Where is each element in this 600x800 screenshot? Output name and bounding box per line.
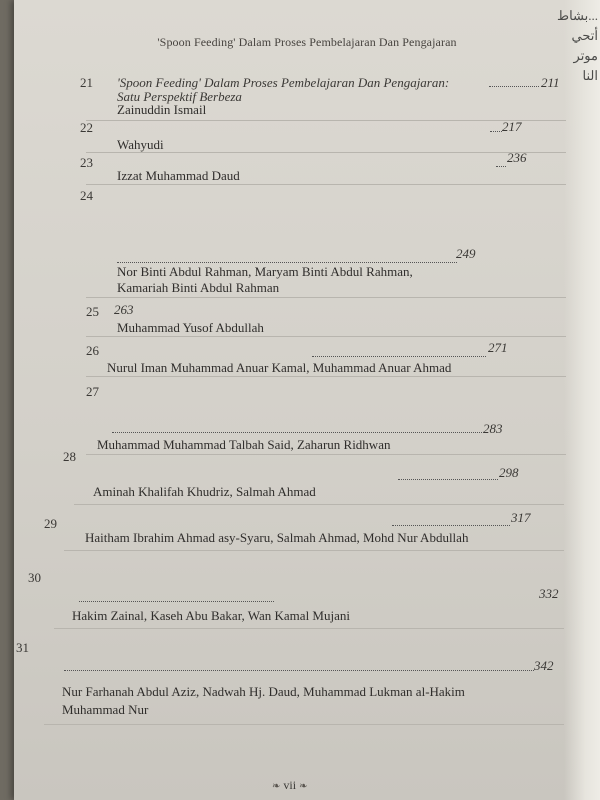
entry-authors: Haitham Ibrahim Ahmad asy-Syaru, Salmah Ahmad, Mohd Nur Abdullah (85, 530, 469, 545)
entry-authors: Zainuddin Ismail (117, 102, 207, 117)
entry-number: 23 (80, 155, 93, 170)
entry-title-line: Satu Perspektif Berbeza (117, 89, 242, 104)
dot-leader (79, 601, 274, 602)
entry-page-number: 332 (539, 586, 559, 601)
edge-text: ...بشاط (557, 8, 598, 23)
edge-text: موتر (573, 48, 598, 63)
entry-separator (54, 628, 564, 629)
ornament-icon: ❧ (299, 781, 308, 792)
entry-page-number: 271 (488, 340, 508, 355)
entry-separator (86, 120, 566, 121)
entry-number: 27 (86, 384, 99, 399)
entry-page-number: 217 (502, 119, 522, 134)
dot-leader (398, 479, 498, 480)
dot-leader (64, 670, 534, 671)
edge-text: النا (582, 68, 598, 83)
page-footer (272, 778, 307, 793)
entry-title-line: 'Spoon Feeding' Dalam Proses Pembelajaran Dan Pengajaran: (117, 75, 450, 90)
entry-page-number: 317 (511, 510, 531, 525)
entry-page-number: 236 (507, 150, 527, 165)
entry-separator (86, 297, 566, 298)
entry-number: 21 (80, 75, 93, 90)
facing-page-edge (557, 0, 600, 800)
entry-number: 25 (86, 304, 99, 319)
dot-leader (392, 525, 510, 526)
entry-page-number: 249 (456, 246, 476, 261)
entry-page-number: 342 (534, 658, 554, 673)
entry-separator (44, 724, 564, 725)
entry-number: 24 (80, 188, 93, 203)
entry-number: 29 (44, 516, 57, 531)
entry-separator (86, 184, 566, 185)
entry-authors: Aminah Khalifah Khudriz, Salmah Ahmad (93, 484, 316, 499)
entry-number: 30 (28, 570, 41, 585)
entry-authors: Izzat Muhammad Daud (117, 168, 240, 183)
dot-leader (489, 86, 539, 87)
entry-number: 31 (16, 640, 29, 655)
entry-authors: Hakim Zainal, Kaseh Abu Bakar, Wan Kamal Mujani (72, 608, 350, 623)
entry-number: 28 (63, 449, 76, 464)
entry-authors: Muhammad Muhammad Talbah Said, Zaharun Ridhwan (97, 437, 391, 452)
entry-authors: Muhammad Yusof Abdullah (117, 320, 264, 335)
entry-page-number: 263 (114, 302, 134, 317)
dot-leader (117, 262, 457, 263)
entry-separator (86, 336, 566, 337)
entry-authors: Muhammad Nur (62, 702, 149, 717)
dot-leader (312, 356, 486, 357)
entry-number: 22 (80, 120, 93, 135)
entry-separator (86, 454, 566, 455)
entry-page-number: 283 (483, 421, 503, 436)
entry-separator (86, 376, 566, 377)
entry-number: 26 (86, 343, 99, 358)
entry-authors: Nor Binti Abdul Rahman, Maryam Binti Abdul Rahman, (117, 264, 413, 279)
entry-authors: Nurul Iman Muhammad Anuar Kamal, Muhammad Anuar Ahmad (107, 360, 452, 375)
dot-leader (490, 131, 502, 132)
entry-authors: Nur Farhanah Abdul Aziz, Nadwah Hj. Daud, Muhammad Lukman al-Hakim (62, 684, 465, 699)
running-head: 'Spoon Feeding' Dalam Proses Pembelajaran Dan Pengajaran (157, 35, 457, 49)
entry-separator (74, 504, 564, 505)
dot-leader (496, 166, 506, 167)
entry-page-number: 298 (499, 465, 519, 480)
page-number: vii (283, 778, 297, 792)
entry-separator (64, 550, 564, 551)
ornament-icon: ❧ (272, 781, 281, 792)
entry-page-number: 211 (541, 75, 560, 90)
entry-separator (86, 152, 566, 153)
book-page (14, 0, 600, 800)
edge-text: أتحي (571, 28, 598, 43)
entry-authors: Wahyudi (117, 137, 164, 152)
dot-leader (112, 432, 482, 433)
entry-authors: Kamariah Binti Abdul Rahman (117, 280, 280, 295)
